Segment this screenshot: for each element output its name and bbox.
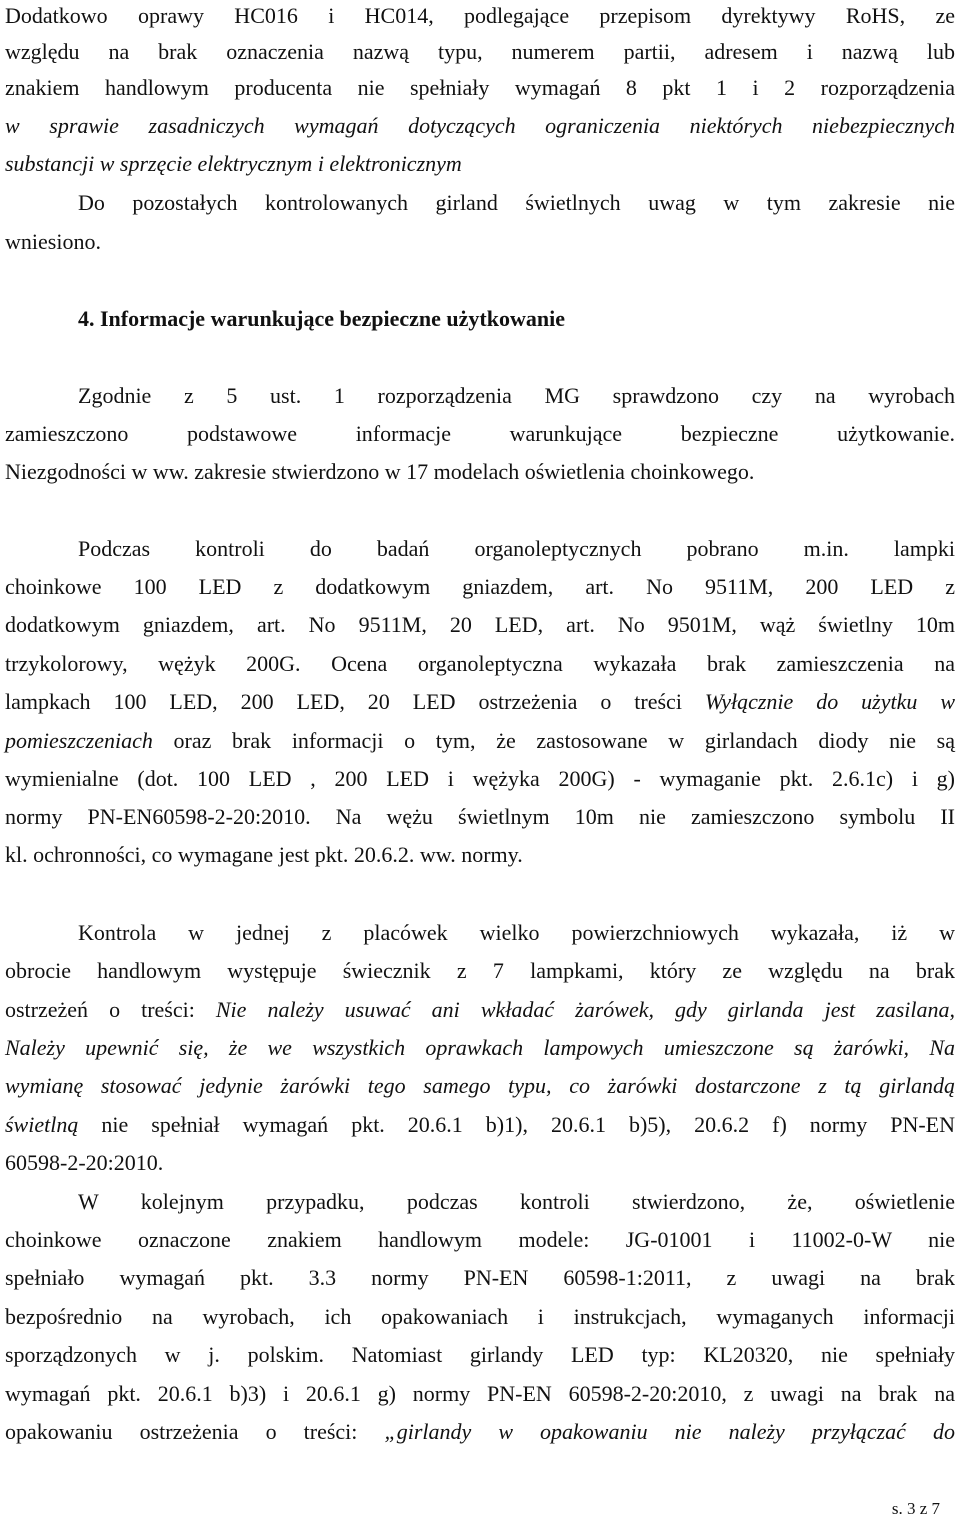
text-segment: wniesiono. (5, 229, 101, 254)
text-line (5, 1336, 955, 1374)
text-segment: względu na brak oznaczenia nazwą typu, numerem partii, adresem i nazwą lub (5, 39, 955, 64)
text-segment: opakowaniu ostrzeżenia o treści: (5, 1419, 385, 1444)
text-line (5, 415, 955, 453)
text-segment: 4. Informacje warunkujące bezpieczne użytkowanie (78, 306, 565, 331)
text-segment: trzykolorowy, wężyk 200G. Ocena organoleptyczna wykazała brak zamieszczenia na (5, 651, 955, 676)
text-segment: wymianę stosować jedynie żarówki tego samego typu, co żarówki dostarczone z tą girlandą (5, 1073, 955, 1098)
text-line (5, 1375, 955, 1413)
text-segment: dodatkowym gniazdem, art. No 9511M, 20 LED, art. No 9501M, wąż świetlny 10m (5, 612, 955, 637)
text-segment: wymienialne (dot. 100 LED , 200 LED i wężyka 200G) - wymaganie pkt. 2.6.1c) i g) (5, 766, 955, 791)
text-line (5, 1183, 955, 1221)
text-segment: Kontrola w jednej z placówek wielko powierzchniowych wykazała, iż w (78, 920, 955, 945)
text-segment: Zgodnie z 5 ust. 1 rozporządzenia MG sprawdzono czy na wyrobach (78, 383, 955, 408)
text-line (5, 1413, 955, 1451)
text-line (5, 223, 955, 261)
text-line (5, 530, 955, 568)
text-segment: bezpośrednio na wyrobach, ich opakowaniach i instrukcjach, wymaganych informacji (5, 1304, 955, 1329)
text-segment: Podczas kontroli do badań organoleptycznych pobrano m.in. lampki (78, 536, 955, 561)
text-segment: wymagań pkt. 20.6.1 b)3) i 20.6.1 g) normy PN-EN 60598-2-20:2010, z uwagi na brak na (5, 1381, 955, 1406)
text-segment: w sprawie zasadniczych wymagań dotyczących ograniczenia niektórych niebezpiecznych (5, 113, 955, 138)
text-segment: znakiem handlowym producenta nie spełniały wymagań 8 pkt 1 i 2 rozporządzenia (5, 75, 955, 100)
text-segment: choinkowe oznaczone znakiem handlowym modele: JG-01001 i 11002-0-W nie (5, 1227, 955, 1252)
text-segment: Wyłącznie do użytku w (704, 689, 956, 714)
text-line (5, 377, 955, 415)
text-line (5, 300, 955, 338)
text-line (5, 798, 955, 836)
text-line (5, 760, 955, 798)
text-segment: Należy upewnić się, że we wszystkich oprawkach lampowych umieszczone są żarówki, Na (5, 1035, 955, 1060)
text-segment: spełniało wymagań pkt. 3.3 normy PN-EN 60598-1:2011, z uwagi na brak (5, 1265, 955, 1290)
text-segment: lampkach 100 LED, 200 LED, 20 LED ostrzeżenia o treści (5, 689, 705, 714)
text-line (5, 33, 955, 71)
text-line (5, 1029, 955, 1067)
text-segment: Nie należy usuwać ani wkładać żarówek, gdy girlanda jest zasilana, (215, 997, 955, 1022)
text-line (5, 69, 955, 107)
text-line (5, 1106, 955, 1144)
text-segment: choinkowe 100 LED z dodatkowym gniazdem, art. No 9511M, 200 LED z (5, 574, 955, 599)
text-segment: nie spełniał wymagań pkt. 20.6.1 b)1), 20.6.1 b)5), 20.6.2 f) normy PN-EN (78, 1112, 955, 1137)
text-line (5, 952, 955, 990)
text-segment: substancji w sprzęcie elektrycznym i elektronicznym (5, 151, 462, 176)
text-segment: świetlną (5, 1112, 79, 1137)
text-segment: „girlandy w opakowaniu nie należy przyłączać do (384, 1419, 956, 1444)
text-line (5, 1144, 955, 1182)
text-line (5, 991, 955, 1029)
text-line (5, 722, 955, 760)
text-line (5, 0, 955, 35)
text-segment: sporządzonych w j. polskim. Natomiast girlandy LED typ: KL20320, nie spełniały (5, 1342, 955, 1367)
text-segment: kl. ochronności, co wymagane jest pkt. 20.6.2. ww. normy. (5, 842, 523, 867)
text-line (5, 453, 955, 491)
text-line (5, 107, 955, 145)
text-line (5, 914, 955, 952)
text-line (5, 645, 955, 683)
text-line (5, 836, 955, 874)
text-segment: 60598-2-20:2010. (5, 1150, 164, 1175)
text-line (5, 184, 955, 222)
text-segment: normy PN-EN60598-2-20:2010. Na wężu świetlnym 10m nie zamieszczono symbolu II (5, 804, 955, 829)
text-segment: Do pozostałych kontrolowanych girland świetlnych uwag w tym zakresie nie (78, 190, 955, 215)
text-line (5, 1067, 955, 1105)
text-line (5, 606, 955, 644)
text-segment: W kolejnym przypadku, podczas kontroli stwierdzono, że, oświetlenie (78, 1189, 955, 1214)
page-number: s. 3 z 7 (891, 1499, 940, 1518)
text-segment: Niezgodności w ww. zakresie stwierdzono w 17 modelach oświetlenia choinkowego. (5, 459, 755, 484)
text-line (5, 1298, 955, 1336)
text-line (5, 683, 955, 721)
text-segment: oraz brak informacji o tym, że zastosowane w girlandach diody nie są (152, 728, 955, 753)
text-line (5, 145, 955, 183)
text-segment: obrocie handlowym występuje świecznik z 7 lampkami, który ze względu na brak (5, 958, 955, 983)
text-line (5, 568, 955, 606)
text-line (5, 1259, 955, 1297)
text-segment: zamieszczono podstawowe informacje warunkujące bezpieczne użytkowanie. (5, 421, 955, 446)
text-segment: ostrzeżeń o treści: (5, 997, 216, 1022)
text-segment: Dodatkowo oprawy HC016 i HC014, podlegające przepisom dyrektywy RoHS, ze (5, 3, 955, 28)
text-line (5, 1221, 955, 1259)
text-segment: pomieszczeniach (5, 728, 153, 753)
